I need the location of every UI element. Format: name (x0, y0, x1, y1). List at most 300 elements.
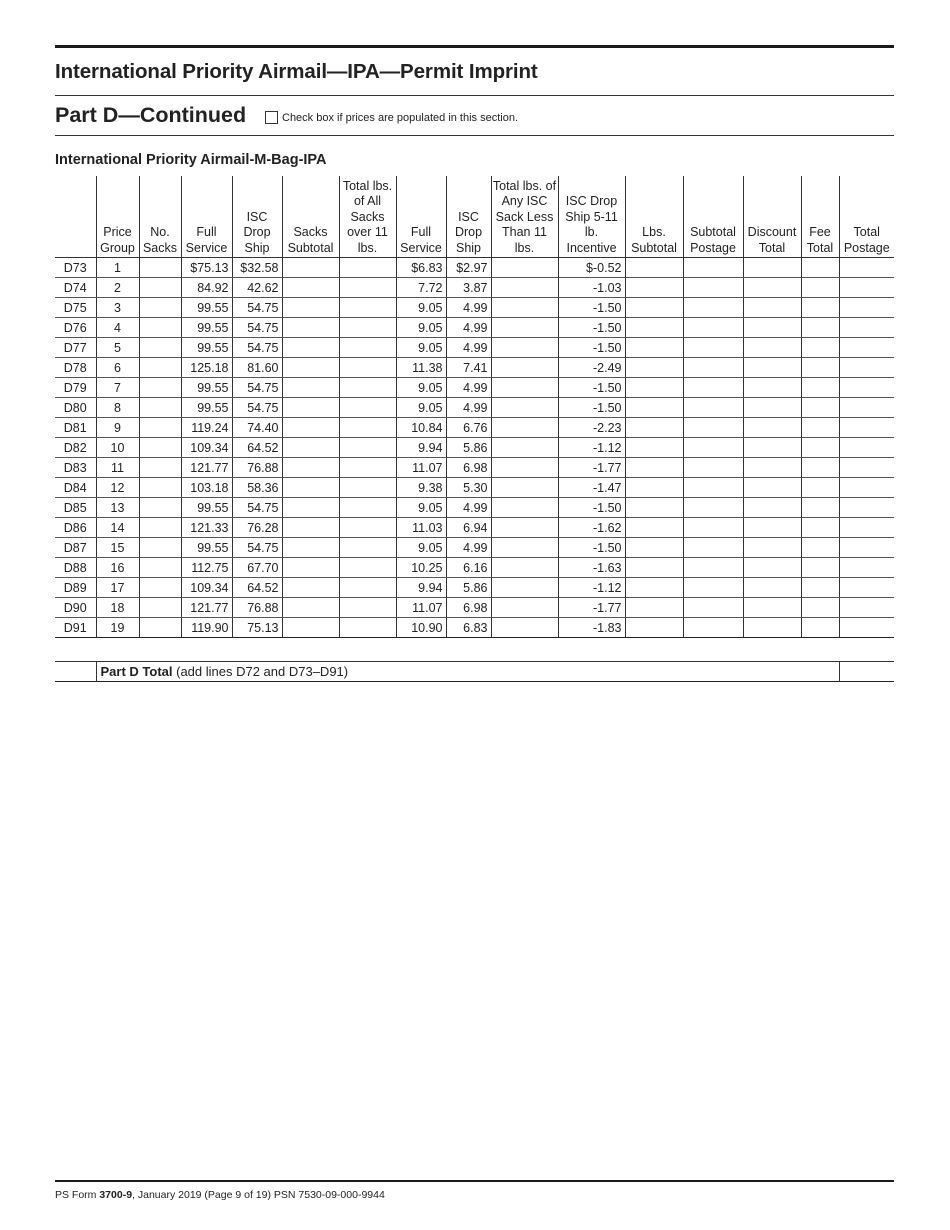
lbs-under-11-input[interactable] (491, 418, 558, 438)
part-d-total-row (55, 662, 894, 682)
subtotal-postage-input[interactable] (683, 358, 743, 378)
isc-drop-ship-rate-cell: 76.88 (232, 458, 282, 478)
full-service-rate-cell: 99.55 (181, 318, 232, 338)
fee-total-input[interactable] (801, 458, 839, 478)
subtotal-postage-input[interactable] (683, 278, 743, 298)
no-sacks-input[interactable] (139, 458, 181, 478)
lbs-subtotal-input[interactable] (625, 438, 683, 458)
discount-total-input[interactable] (743, 358, 801, 378)
table-row (55, 578, 894, 598)
fee-total-input[interactable] (801, 598, 839, 618)
lbs-under-11-input[interactable] (491, 338, 558, 358)
no-sacks-input[interactable] (139, 478, 181, 498)
lbs-over-11-input[interactable] (339, 338, 396, 358)
incentive-rate-cell: -1.50 (558, 318, 625, 338)
no-sacks-input[interactable] (139, 578, 181, 598)
lbs-subtotal-input[interactable] (625, 298, 683, 318)
discount-total-input[interactable] (743, 558, 801, 578)
incentive-rate-cell: -1.03 (558, 278, 625, 298)
column-header: ISC Drop Ship (446, 176, 491, 258)
no-sacks-input[interactable] (139, 258, 181, 278)
price-group-cell: 12 (96, 478, 139, 498)
lbs-subtotal-input[interactable] (625, 458, 683, 478)
prices-populated-checkbox[interactable] (265, 111, 278, 124)
price-group-cell: 17 (96, 578, 139, 598)
subtotal-postage-input[interactable] (683, 538, 743, 558)
discount-total-input[interactable] (743, 258, 801, 278)
lbs-over-11-input[interactable] (339, 498, 396, 518)
discount-total-input[interactable] (743, 418, 801, 438)
table-row (55, 338, 894, 358)
lbs-over-11-input[interactable] (339, 298, 396, 318)
isc-drop-ship-lb-rate-cell: 4.99 (446, 318, 491, 338)
subtotal-postage-input[interactable] (683, 298, 743, 318)
isc-drop-ship-lb-rate-cell: 7.41 (446, 358, 491, 378)
table-row (55, 398, 894, 418)
lbs-subtotal-input[interactable] (625, 318, 683, 338)
subtotal-postage-input[interactable] (683, 598, 743, 618)
table-row (55, 358, 894, 378)
no-sacks-input[interactable] (139, 538, 181, 558)
full-service-lb-rate-cell: 9.94 (396, 438, 446, 458)
no-sacks-input[interactable] (139, 358, 181, 378)
lbs-over-11-input[interactable] (339, 278, 396, 298)
no-sacks-input[interactable] (139, 498, 181, 518)
price-group-cell: 8 (96, 398, 139, 418)
lbs-subtotal-input[interactable] (625, 538, 683, 558)
line-cell: D76 (55, 318, 96, 338)
sacks-subtotal-input[interactable] (282, 478, 339, 498)
sacks-subtotal-input[interactable] (282, 358, 339, 378)
total-postage-input[interactable] (839, 518, 894, 538)
line-cell: D91 (55, 618, 96, 638)
isc-drop-ship-rate-cell: 81.60 (232, 358, 282, 378)
sacks-subtotal-input[interactable] (282, 538, 339, 558)
lbs-over-11-input[interactable] (339, 478, 396, 498)
lbs-under-11-input[interactable] (491, 558, 558, 578)
form-footer (55, 1189, 385, 1201)
lbs-over-11-input[interactable] (339, 418, 396, 438)
fee-total-input[interactable] (801, 358, 839, 378)
lbs-subtotal-input[interactable] (625, 258, 683, 278)
line-cell: D88 (55, 558, 96, 578)
lbs-over-11-input[interactable] (339, 458, 396, 478)
lbs-over-11-input[interactable] (339, 258, 396, 278)
subtotal-postage-input[interactable] (683, 498, 743, 518)
fee-total-input[interactable] (801, 378, 839, 398)
sacks-subtotal-input[interactable] (282, 418, 339, 438)
total-postage-input[interactable] (839, 458, 894, 478)
subtotal-postage-input[interactable] (683, 438, 743, 458)
lbs-subtotal-input[interactable] (625, 478, 683, 498)
price-group-cell: 1 (96, 258, 139, 278)
isc-drop-ship-rate-cell: 54.75 (232, 318, 282, 338)
sacks-subtotal-input[interactable] (282, 298, 339, 318)
lbs-subtotal-input[interactable] (625, 598, 683, 618)
total-postage-input[interactable] (839, 358, 894, 378)
sacks-subtotal-input[interactable] (282, 398, 339, 418)
full-service-rate-cell: 109.34 (181, 578, 232, 598)
lbs-over-11-input[interactable] (339, 358, 396, 378)
discount-total-input[interactable] (743, 518, 801, 538)
incentive-rate-cell: -1.47 (558, 478, 625, 498)
fee-total-input[interactable] (801, 318, 839, 338)
full-service-lb-rate-cell: 9.05 (396, 398, 446, 418)
discount-total-input[interactable] (743, 318, 801, 338)
table-row (55, 298, 894, 318)
total-postage-input[interactable] (839, 278, 894, 298)
isc-drop-ship-rate-cell: 76.88 (232, 598, 282, 618)
discount-total-input[interactable] (743, 338, 801, 358)
isc-drop-ship-lb-rate-cell: 4.99 (446, 338, 491, 358)
fee-total-input[interactable] (801, 338, 839, 358)
table-row (55, 598, 894, 618)
page-title: International Priority Airmail—IPA—Permit Imprint (55, 60, 538, 83)
fee-total-input[interactable] (801, 278, 839, 298)
full-service-rate-cell: 121.77 (181, 458, 232, 478)
lbs-under-11-input[interactable] (491, 518, 558, 538)
column-header: Total lbs. of Any ISC Sack Less Than 11 lbs. (491, 176, 558, 258)
lbs-subtotal-input[interactable] (625, 338, 683, 358)
title-divider (55, 95, 894, 96)
lbs-over-11-input[interactable] (339, 438, 396, 458)
subtotal-postage-input[interactable] (683, 318, 743, 338)
part-d-total-table (55, 661, 894, 682)
column-header: Full Service (396, 176, 446, 258)
isc-drop-ship-rate-cell: 54.75 (232, 378, 282, 398)
no-sacks-input[interactable] (139, 558, 181, 578)
column-header: ISC Drop Ship (232, 176, 282, 258)
isc-drop-ship-rate-cell: 75.13 (232, 618, 282, 638)
sacks-subtotal-input[interactable] (282, 558, 339, 578)
incentive-rate-cell: $-0.52 (558, 258, 625, 278)
incentive-rate-cell: -1.62 (558, 518, 625, 538)
subtotal-postage-input[interactable] (683, 578, 743, 598)
fee-total-input[interactable] (801, 558, 839, 578)
full-service-lb-rate-cell: 9.05 (396, 378, 446, 398)
discount-total-input[interactable] (743, 478, 801, 498)
incentive-rate-cell: -1.83 (558, 618, 625, 638)
subtotal-postage-input[interactable] (683, 378, 743, 398)
price-group-cell: 13 (96, 498, 139, 518)
fee-total-input[interactable] (801, 418, 839, 438)
total-postage-input[interactable] (839, 438, 894, 458)
total-postage-input[interactable] (839, 338, 894, 358)
lbs-under-11-input[interactable] (491, 498, 558, 518)
incentive-rate-cell: -1.50 (558, 298, 625, 318)
no-sacks-input[interactable] (139, 378, 181, 398)
isc-drop-ship-lb-rate-cell: 4.99 (446, 398, 491, 418)
lbs-subtotal-input[interactable] (625, 558, 683, 578)
isc-drop-ship-lb-rate-cell: 6.16 (446, 558, 491, 578)
table-body (55, 258, 894, 638)
total-postage-input[interactable] (839, 618, 894, 638)
isc-drop-ship-rate-cell: 42.62 (232, 278, 282, 298)
sacks-subtotal-input[interactable] (282, 378, 339, 398)
lbs-under-11-input[interactable] (491, 598, 558, 618)
fee-total-input[interactable] (801, 258, 839, 278)
sacks-subtotal-input[interactable] (282, 278, 339, 298)
section-title: Part D—Continued (55, 103, 247, 127)
table-row (55, 458, 894, 478)
discount-total-input[interactable] (743, 278, 801, 298)
sacks-subtotal-input[interactable] (282, 578, 339, 598)
price-group-cell: 19 (96, 618, 139, 638)
price-group-cell: 7 (96, 378, 139, 398)
sacks-subtotal-input[interactable] (282, 618, 339, 638)
full-service-rate-cell: 125.18 (181, 358, 232, 378)
total-postage-input[interactable] (839, 378, 894, 398)
no-sacks-input[interactable] (139, 338, 181, 358)
lbs-over-11-input[interactable] (339, 398, 396, 418)
sacks-subtotal-input[interactable] (282, 518, 339, 538)
line-cell: D75 (55, 298, 96, 318)
total-postage-input[interactable] (839, 398, 894, 418)
subtotal-postage-input[interactable] (683, 618, 743, 638)
line-cell: D82 (55, 438, 96, 458)
isc-drop-ship-lb-rate-cell: 3.87 (446, 278, 491, 298)
full-service-rate-cell: 99.55 (181, 378, 232, 398)
price-group-cell: 9 (96, 418, 139, 438)
line-cell: D87 (55, 538, 96, 558)
subtotal-postage-input[interactable] (683, 558, 743, 578)
full-service-rate-cell: $75.13 (181, 258, 232, 278)
lbs-under-11-input[interactable] (491, 378, 558, 398)
incentive-rate-cell: -1.50 (558, 338, 625, 358)
full-service-rate-cell: 119.90 (181, 618, 232, 638)
no-sacks-input[interactable] (139, 598, 181, 618)
total-line-cell (55, 662, 96, 682)
full-service-rate-cell: 121.77 (181, 598, 232, 618)
full-service-lb-rate-cell: 9.05 (396, 538, 446, 558)
prices-populated-checkbox-label: Check box if prices are populated in this section. (282, 111, 519, 124)
no-sacks-input[interactable] (139, 318, 181, 338)
incentive-rate-cell: -1.50 (558, 378, 625, 398)
full-service-rate-cell: 119.24 (181, 418, 232, 438)
sacks-subtotal-input[interactable] (282, 258, 339, 278)
table-row (55, 378, 894, 398)
full-service-lb-rate-cell: 7.72 (396, 278, 446, 298)
discount-total-input[interactable] (743, 598, 801, 618)
sacks-subtotal-input[interactable] (282, 458, 339, 478)
isc-drop-ship-rate-cell: 64.52 (232, 578, 282, 598)
fee-total-input[interactable] (801, 498, 839, 518)
lbs-over-11-input[interactable] (339, 578, 396, 598)
lbs-over-11-input[interactable] (339, 318, 396, 338)
lbs-under-11-input[interactable] (491, 578, 558, 598)
table-header-row (55, 176, 894, 258)
column-header: Price Group (96, 176, 139, 258)
discount-total-input[interactable] (743, 398, 801, 418)
isc-drop-ship-lb-rate-cell: 5.86 (446, 438, 491, 458)
lbs-over-11-input[interactable] (339, 518, 396, 538)
price-group-cell: 18 (96, 598, 139, 618)
subtotal-postage-input[interactable] (683, 418, 743, 438)
footer-form-number: 3700-9 (99, 1189, 133, 1201)
isc-drop-ship-lb-rate-cell: 6.94 (446, 518, 491, 538)
fee-total-input[interactable] (801, 438, 839, 458)
lbs-subtotal-input[interactable] (625, 398, 683, 418)
prices-populated-checkbox-row[interactable] (265, 111, 518, 124)
lbs-under-11-input[interactable] (491, 318, 558, 338)
no-sacks-input[interactable] (139, 418, 181, 438)
table-row (55, 498, 894, 518)
incentive-rate-cell: -1.50 (558, 538, 625, 558)
lbs-over-11-input[interactable] (339, 538, 396, 558)
sacks-subtotal-input[interactable] (282, 438, 339, 458)
discount-total-input[interactable] (743, 578, 801, 598)
incentive-rate-cell: -1.12 (558, 438, 625, 458)
total-postage-input[interactable] (839, 418, 894, 438)
discount-total-input[interactable] (743, 498, 801, 518)
full-service-lb-rate-cell: 10.90 (396, 618, 446, 638)
total-postage-input[interactable] (839, 538, 894, 558)
footer-prefix: PS Form (55, 1189, 100, 1201)
discount-total-input[interactable] (743, 438, 801, 458)
column-header (55, 176, 96, 258)
isc-drop-ship-lb-rate-cell: 6.83 (446, 618, 491, 638)
full-service-rate-cell: 99.55 (181, 298, 232, 318)
full-service-lb-rate-cell: $6.83 (396, 258, 446, 278)
isc-drop-ship-rate-cell: 54.75 (232, 498, 282, 518)
sacks-subtotal-input[interactable] (282, 598, 339, 618)
incentive-rate-cell: -1.12 (558, 578, 625, 598)
no-sacks-input[interactable] (139, 398, 181, 418)
full-service-rate-cell: 99.55 (181, 398, 232, 418)
lbs-under-11-input[interactable] (491, 398, 558, 418)
fee-total-input[interactable] (801, 538, 839, 558)
discount-total-input[interactable] (743, 458, 801, 478)
lbs-subtotal-input[interactable] (625, 518, 683, 538)
table-row (55, 538, 894, 558)
subtotal-postage-input[interactable] (683, 518, 743, 538)
total-postage-input[interactable] (839, 558, 894, 578)
fee-total-input[interactable] (801, 478, 839, 498)
lbs-subtotal-input[interactable] (625, 378, 683, 398)
isc-drop-ship-rate-cell: $32.58 (232, 258, 282, 278)
price-group-cell: 5 (96, 338, 139, 358)
subtotal-postage-input[interactable] (683, 478, 743, 498)
lbs-over-11-input[interactable] (339, 618, 396, 638)
total-value-input[interactable] (839, 662, 894, 682)
incentive-rate-cell: -1.77 (558, 458, 625, 478)
incentive-rate-cell: -1.50 (558, 498, 625, 518)
discount-total-input[interactable] (743, 538, 801, 558)
total-postage-input[interactable] (839, 298, 894, 318)
lbs-subtotal-input[interactable] (625, 578, 683, 598)
column-header: Fee Total (801, 176, 839, 258)
lbs-under-11-input[interactable] (491, 478, 558, 498)
total-postage-input[interactable] (839, 598, 894, 618)
discount-total-input[interactable] (743, 618, 801, 638)
lbs-subtotal-input[interactable] (625, 418, 683, 438)
subtotal-postage-input[interactable] (683, 458, 743, 478)
lbs-under-11-input[interactable] (491, 458, 558, 478)
lbs-under-11-input[interactable] (491, 258, 558, 278)
column-header: Discount Total (743, 176, 801, 258)
fee-total-input[interactable] (801, 618, 839, 638)
lbs-over-11-input[interactable] (339, 378, 396, 398)
lbs-under-11-input[interactable] (491, 438, 558, 458)
rates-table (55, 176, 894, 638)
lbs-under-11-input[interactable] (491, 618, 558, 638)
lbs-over-11-input[interactable] (339, 598, 396, 618)
line-cell: D84 (55, 478, 96, 498)
fee-total-input[interactable] (801, 398, 839, 418)
lbs-subtotal-input[interactable] (625, 498, 683, 518)
full-service-lb-rate-cell: 9.05 (396, 498, 446, 518)
no-sacks-input[interactable] (139, 618, 181, 638)
incentive-rate-cell: -1.50 (558, 398, 625, 418)
column-header: Sacks Subtotal (282, 176, 339, 258)
full-service-lb-rate-cell: 9.05 (396, 338, 446, 358)
sacks-subtotal-input[interactable] (282, 338, 339, 358)
no-sacks-input[interactable] (139, 298, 181, 318)
fee-total-input[interactable] (801, 298, 839, 318)
total-postage-input[interactable] (839, 258, 894, 278)
table-row (55, 558, 894, 578)
subtotal-postage-input[interactable] (683, 398, 743, 418)
discount-total-input[interactable] (743, 378, 801, 398)
isc-drop-ship-lb-rate-cell: 4.99 (446, 498, 491, 518)
lbs-under-11-input[interactable] (491, 538, 558, 558)
full-service-rate-cell: 109.34 (181, 438, 232, 458)
full-service-lb-rate-cell: 9.38 (396, 478, 446, 498)
no-sacks-input[interactable] (139, 278, 181, 298)
bottom-rule (55, 1180, 894, 1182)
lbs-under-11-input[interactable] (491, 278, 558, 298)
discount-total-input[interactable] (743, 298, 801, 318)
subtotal-postage-input[interactable] (683, 258, 743, 278)
lbs-subtotal-input[interactable] (625, 618, 683, 638)
sacks-subtotal-input[interactable] (282, 318, 339, 338)
line-cell: D79 (55, 378, 96, 398)
line-cell: D81 (55, 418, 96, 438)
isc-drop-ship-rate-cell: 54.75 (232, 398, 282, 418)
line-cell: D85 (55, 498, 96, 518)
table-row (55, 438, 894, 458)
isc-drop-ship-lb-rate-cell: 5.86 (446, 578, 491, 598)
fee-total-input[interactable] (801, 578, 839, 598)
line-cell: D77 (55, 338, 96, 358)
table-row (55, 518, 894, 538)
isc-drop-ship-lb-rate-cell: 6.98 (446, 598, 491, 618)
fee-total-input[interactable] (801, 518, 839, 538)
no-sacks-input[interactable] (139, 518, 181, 538)
lbs-under-11-input[interactable] (491, 358, 558, 378)
subtotal-postage-input[interactable] (683, 338, 743, 358)
full-service-lb-rate-cell: 9.05 (396, 318, 446, 338)
table-row (55, 278, 894, 298)
total-postage-input[interactable] (839, 318, 894, 338)
line-cell: D73 (55, 258, 96, 278)
column-header: Total lbs. of All Sacks over 11 lbs. (339, 176, 396, 258)
total-label-bold: Part D Total (100, 664, 173, 679)
total-postage-input[interactable] (839, 478, 894, 498)
lbs-under-11-input[interactable] (491, 298, 558, 318)
table-row (55, 618, 894, 638)
lbs-subtotal-input[interactable] (625, 278, 683, 298)
full-service-rate-cell: 99.55 (181, 498, 232, 518)
sacks-subtotal-input[interactable] (282, 498, 339, 518)
lbs-over-11-input[interactable] (339, 558, 396, 578)
full-service-lb-rate-cell: 9.05 (396, 298, 446, 318)
price-group-cell: 2 (96, 278, 139, 298)
total-postage-input[interactable] (839, 498, 894, 518)
lbs-subtotal-input[interactable] (625, 358, 683, 378)
no-sacks-input[interactable] (139, 438, 181, 458)
total-postage-input[interactable] (839, 578, 894, 598)
